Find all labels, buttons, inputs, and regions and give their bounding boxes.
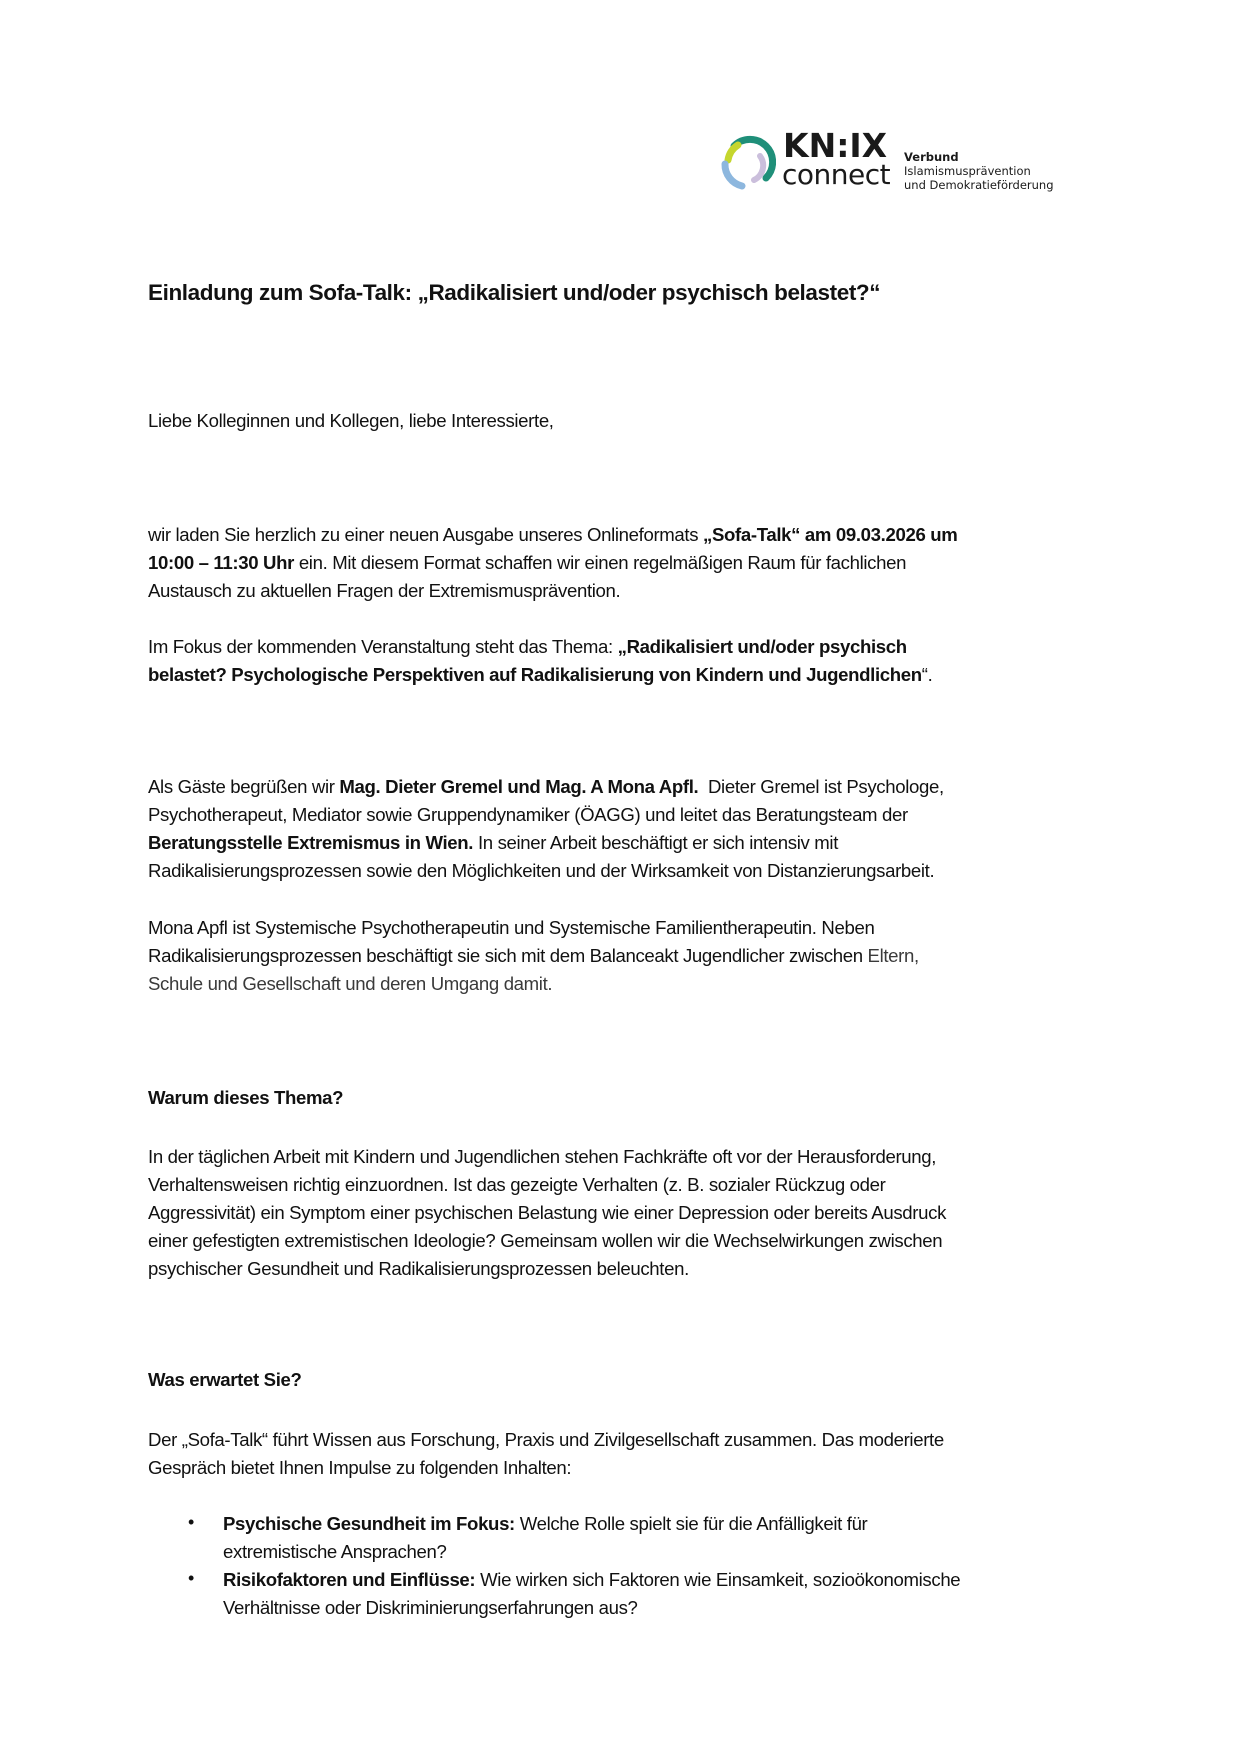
apfl-line-3: Schule und Gesellschaft und deren Umgang damit. xyxy=(148,973,553,994)
logo-sub-line1: Verbund xyxy=(904,150,959,164)
focus-topic-bold: „Radikalisiert und/oder psychisch xyxy=(617,636,907,657)
intro-text: wir laden Sie herzlich zu einer neuen Ausgabe unseres Onlineformats xyxy=(148,524,704,545)
logo-subtitle xyxy=(904,150,1054,192)
guests-names-bold: Mag. Dieter Gremel und Mag. A Mona Apfl. xyxy=(339,776,699,797)
intro-time-bold: 10:00 – 11:30 Uhr xyxy=(148,552,294,573)
greeting: Liebe Kolleginnen und Kollegen, liebe Interessierte, xyxy=(148,410,554,431)
list-item-label-bold: Psychische Gesundheit im Fokus: xyxy=(223,1513,515,1534)
intro-line-3: Austausch zu aktuellen Fragen der Extremismusprävention. xyxy=(148,580,621,601)
guests-line-4: Radikalisierungsprozessen sowie den Möglichkeiten und der Wirksamkeit von Distanzierungsarbeit. xyxy=(148,860,935,881)
expect-line: Der „Sofa-Talk“ führt Wissen aus Forschung, Praxis und Zivilgesellschaft zusammen. Das moderierte xyxy=(148,1429,944,1450)
why-line: Verhaltensweisen richtig einzuordnen. Ist das gezeigte Verhalten (z. B. sozialer Rückzug oder xyxy=(148,1174,886,1195)
logo-sub-line3: und Demokratieförderung xyxy=(904,178,1054,192)
bullet-icon: • xyxy=(188,1512,195,1532)
list-item-line-1 xyxy=(223,1566,960,1594)
focus-text: Im Fokus der kommenden Veranstaltung steht das Thema: xyxy=(148,636,618,657)
why-line: einer gefestigten extremistischen Ideologie? Gemeinsam wollen wir die Wechselwirkungen zwischen xyxy=(148,1230,943,1251)
guests-line-1 xyxy=(148,773,1088,801)
guests-text: Dieter Gremel ist Psychologe, xyxy=(698,776,944,797)
guests-org-bold: Beratungsstelle Extremismus in Wien. xyxy=(148,832,474,853)
logo-brand-bottom: connect xyxy=(782,158,891,191)
logo-sub-line2: Islamismusprävention xyxy=(904,164,1031,178)
list-item-line-2: extremistische Ansprachen? xyxy=(223,1541,447,1562)
guests-line-2: Psychotherapeut, Mediator sowie Gruppendynamiker (ÖAGG) und leitet das Beratungsteam der xyxy=(148,804,908,825)
intro-date-bold: „Sofa-Talk“ am 09.03.2026 um xyxy=(703,524,958,545)
apfl-line-2 xyxy=(148,942,1088,970)
guests-text: In seiner Arbeit beschäftigt er sich intensiv mit xyxy=(473,832,839,853)
intro-text: ein. Mit diesem Format schaffen wir einen regelmäßigen Raum für fachlichen xyxy=(294,552,907,573)
bullet-icon: • xyxy=(188,1568,195,1588)
apfl-line-1: Mona Apfl ist Systemische Psychotherapeutin und Systemische Familientherapeutin. Neben xyxy=(148,917,875,938)
kn-ix-connect-logo xyxy=(716,126,1076,196)
document-title: Einladung zum Sofa-Talk: „Radikalisiert und/oder psychisch belastet?“ xyxy=(148,280,881,305)
intro-line-2 xyxy=(148,549,1088,577)
section-heading-expect: Was erwartet Sie? xyxy=(148,1369,302,1390)
apfl-grey-text: Eltern, xyxy=(867,945,919,966)
logo-ring-icon xyxy=(716,134,776,194)
intro-line-1 xyxy=(148,521,1088,549)
list-item-text: Wie wirken sich Faktoren wie Einsamkeit, sozioökonomische xyxy=(475,1569,961,1590)
list-item-line-2: Verhältnisse oder Diskriminierungserfahrungen aus? xyxy=(223,1597,638,1618)
expect-line: Gespräch bietet Ihnen Impulse zu folgenden Inhalten: xyxy=(148,1457,572,1478)
focus-line-1 xyxy=(148,633,1088,661)
focus-line-2 xyxy=(148,661,1088,689)
why-line: psychischer Gesundheit und Radikalisierungsprozessen beleuchten. xyxy=(148,1258,689,1279)
focus-topic-bold: belastet? Psychologische Perspektiven auf Radikalisierung von Kindern und Jugendlichen xyxy=(148,664,922,685)
guests-text: Als Gäste begrüßen wir xyxy=(148,776,340,797)
list-item-text: Welche Rolle spielt sie für die Anfälligkeit für xyxy=(514,1513,868,1534)
guests-line-3 xyxy=(148,829,1088,857)
list-item-line-1 xyxy=(223,1510,867,1538)
list-item-label-bold: Risikofaktoren und Einflüsse: xyxy=(223,1569,476,1590)
focus-text: “. xyxy=(921,664,933,685)
apfl-text: Radikalisierungsprozessen beschäftigt sie sich mit dem Balanceakt Jugendlicher zwischen xyxy=(148,945,868,966)
why-line: Aggressivität) ein Symptom einer psychischen Belastung wie einer Depression oder bereits Ausdruck xyxy=(148,1202,947,1223)
logo-brand-top: KN:IX xyxy=(783,126,888,165)
why-line: In der täglichen Arbeit mit Kindern und Jugendlichen stehen Fachkräfte oft vor der Herausforderung, xyxy=(148,1146,937,1167)
section-heading-why: Warum dieses Thema? xyxy=(148,1087,344,1108)
